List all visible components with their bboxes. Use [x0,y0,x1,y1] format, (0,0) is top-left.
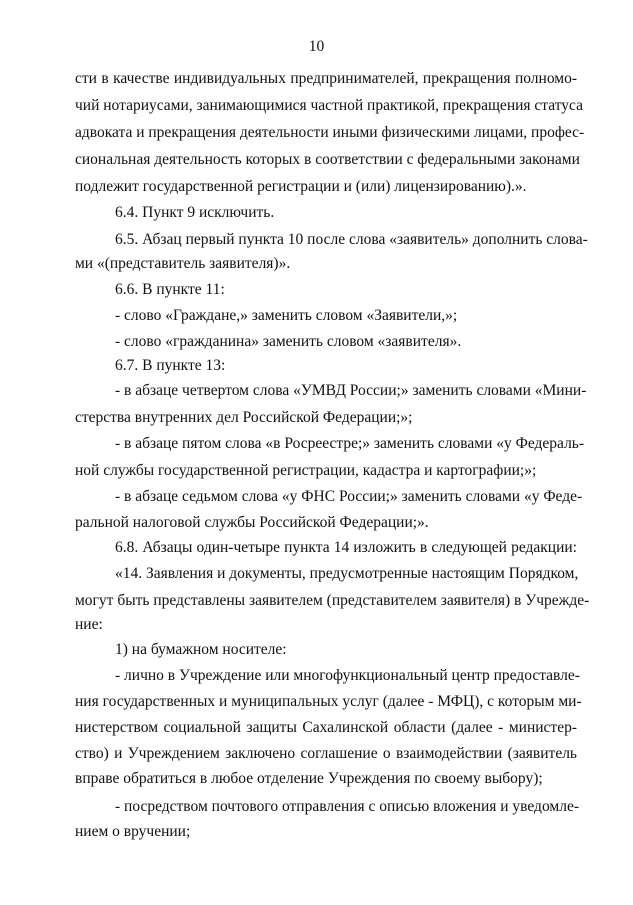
text-line: могут быть представлены заявителем (представителем заявителя) в Учрежде- [75,592,590,609]
text-line: адвоката и прекращения деятельности иными физическими лицами, профес- [75,124,585,141]
paragraph-heading: 6.4. Пункт 9 исключить. [115,204,275,221]
text-line: нием о вручении; [75,823,191,840]
text-line: - в абзаце седьмом слова «у ФНС России;» заменить словами «у Феде- [115,488,583,505]
text-line: ми «(представитель заявителя)». [75,255,291,272]
text-line: сиональная деятельность которых в соответствии с федеральными законами [75,151,580,168]
text-line: нистерством социальной защиты Сахалинской области (далее - министер- [75,719,577,736]
text-line: - в абзаце четвертом слова «УМВД России;» заменить словами «Мини- [115,382,587,399]
text-line: - лично в Учреждение или многофункциональный центр предоставле- [115,667,580,684]
text-line: чий нотариусами, занимающимися частной практикой, прекращения статуса [75,97,583,114]
text-line: подлежит государственной регистрации и (или) лицензированию).». [75,178,527,195]
text-line: - в абзаце пятом слова «в Росреестре;» заменить словами «у Федераль- [115,435,585,452]
text-line: 6.5. Абзац первый пункта 10 после слова «заявитель» дополнить слова- [115,231,588,248]
paragraph-heading: 6.6. В пункте 11: [115,281,225,298]
text-line: ния государственных и муниципальных услуг (далее - МФЦ), с которым ми- [75,693,582,710]
page-number: 10 [308,38,325,55]
text-line: «14. Заявления и документы, предусмотренные настоящим Порядком, [115,565,579,582]
text-line: сти в качестве индивидуальных предпринимателей, прекращения полномо- [75,70,577,87]
text-line: 1) на бумажном носителе: [115,641,287,658]
text-line: ральной налоговой службы Российской Федерации;». [75,514,429,531]
text-line: ние: [75,616,103,633]
text-line: ной службы государственной регистрации, кадастра и картографии;»; [75,462,537,479]
paragraph-heading: 6.8. Абзацы один-четыре пункта 14 изложить в следующей редакции: [115,539,577,556]
text-line: - слово «гражданина» заменить словом «заявителя». [115,333,462,350]
text-line: ство) и Учреждением заключено соглашение о взаимодействии (заявитель [75,745,577,762]
text-line: - посредством почтового отправления с описью вложения и уведомле- [115,798,579,815]
text-line: стерства внутренних дел Российской Федерации;»; [75,409,413,426]
text-line: - слово «Граждане,» заменить словом «Заявители,»; [115,307,458,324]
paragraph-heading: 6.7. В пункте 13: [115,357,226,374]
text-line: вправе обратиться в любое отделение Учреждения по своему выбору); [75,770,543,787]
